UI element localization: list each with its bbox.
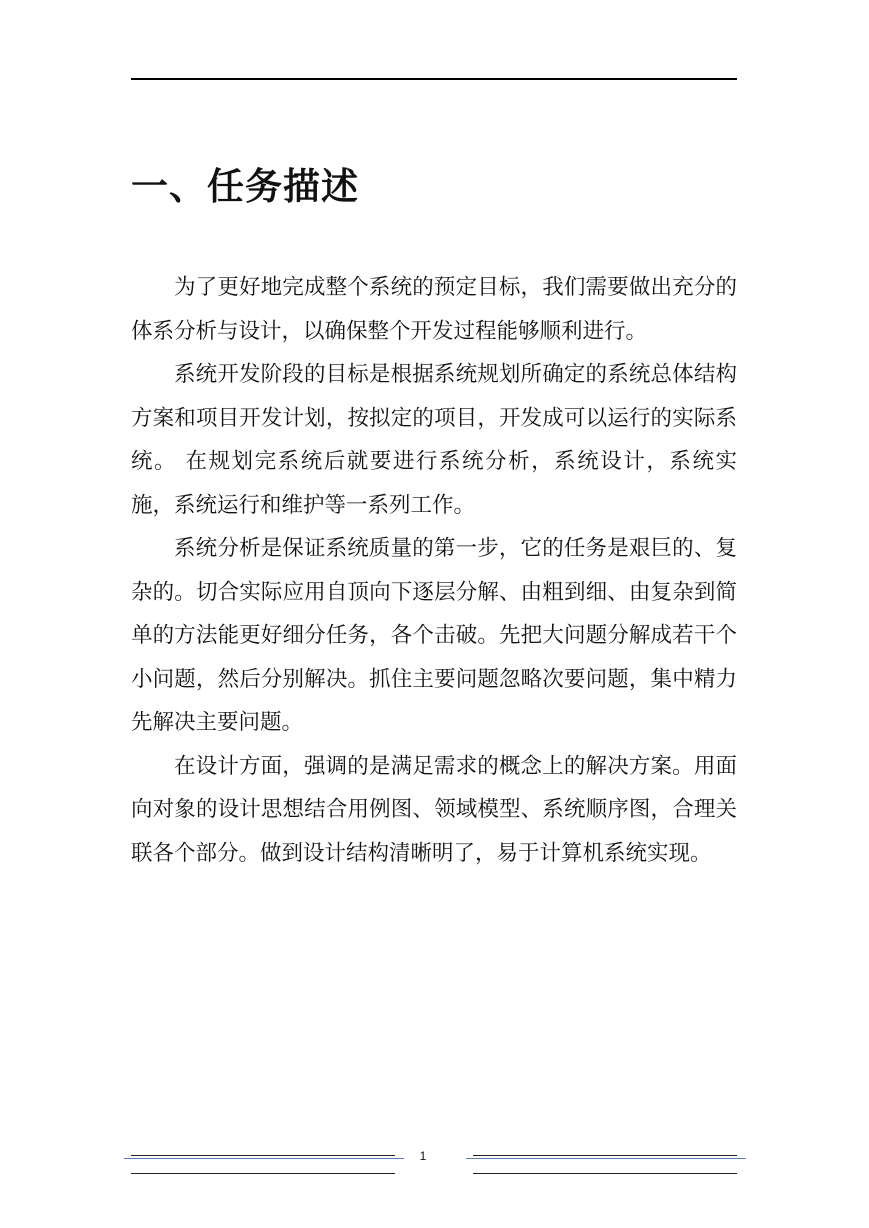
page-number: 1 bbox=[419, 1149, 427, 1163]
footer-rule-right-upper bbox=[473, 1155, 737, 1156]
body-text bbox=[131, 266, 737, 875]
header-rule bbox=[131, 78, 737, 80]
paragraph: 为了更好地完成整个系统的预定目标，我们需要做出充分的体系分析与设计，以确保整个开发过程能够顺利进行。 bbox=[131, 275, 737, 344]
paragraph: 在设计方面，强调的是满足需求的概念上的解决方案。用面向对象的设计思想结合用例图、领域模型、系统顺序图，合理关联各个部分。做到设计结构清晰明了，易于计算机系统实现。 bbox=[131, 753, 737, 866]
footer-rule-left-upper bbox=[131, 1155, 395, 1156]
paragraph: 系统分析是保证系统质量的第一步，它的任务是艰巨的、复杂的。切合实际应用自顶向下逐层分解、由粗到细、由复杂到简单的方法能更好细分任务，各个击破。先把大问题分解成若干个小问题，然后分别解决。抓住主要问题忽略次要问题，集中精力先解决主要问题。 bbox=[131, 536, 737, 735]
paragraph: 系统开发阶段的目标是根据系统规划所确定的系统总体结构方案和项目开发计划，按拟定的项目，开发成可以运行的实际系统。 在规划完系统后就要进行系统分析，系统设计，系统实施，系统运行和维护等一系列工作。 bbox=[131, 362, 737, 518]
footer-rule-right-lower bbox=[473, 1173, 737, 1174]
footer-rule-left-lower bbox=[131, 1173, 395, 1174]
footer-accent-line-right bbox=[466, 1158, 746, 1159]
section-heading: 一、任务描述 bbox=[131, 164, 359, 208]
page-footer bbox=[0, 1146, 869, 1186]
footer-accent-line-left bbox=[124, 1158, 404, 1159]
